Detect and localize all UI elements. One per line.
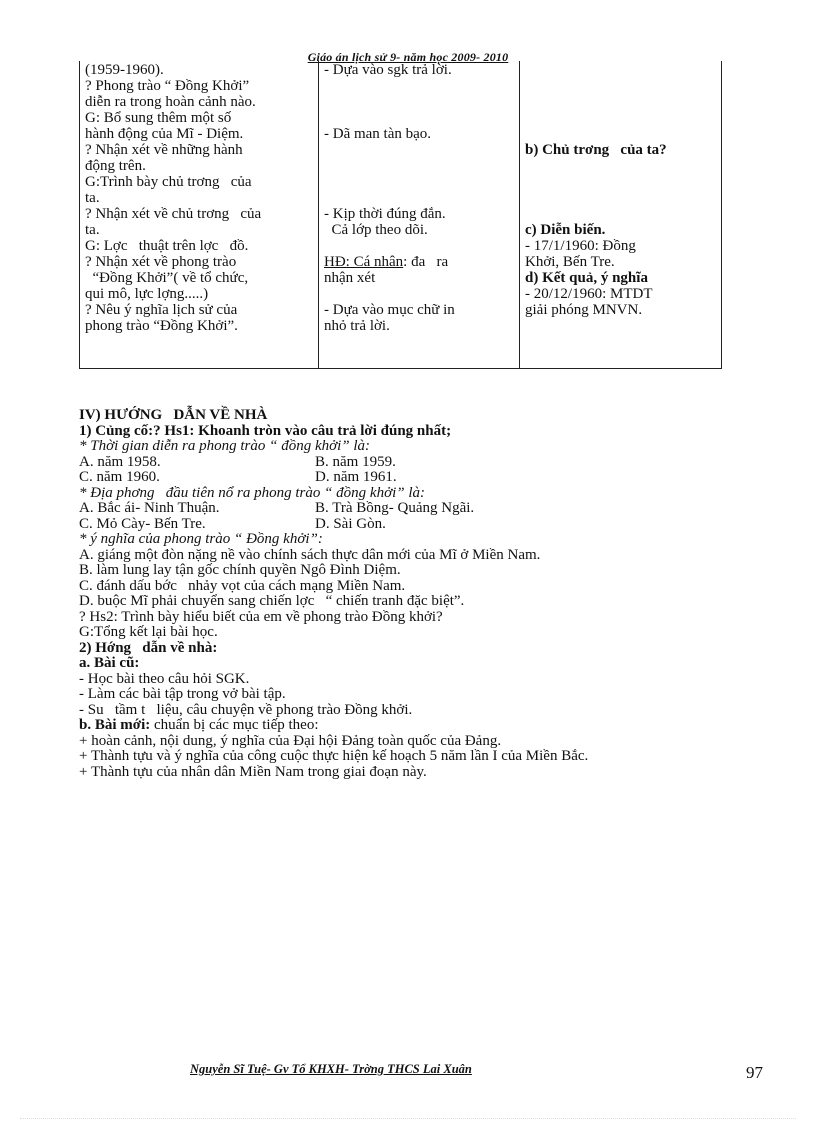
- homework-section: [79, 408, 759, 780]
- section-d-heading: d) Kết quả, ý nghĩa: [525, 270, 648, 286]
- col1-line: qui mô, lực lợng.....): [85, 286, 209, 302]
- col2-line: [324, 254, 514, 270]
- answer-option: D. Sài Gòn.: [315, 515, 386, 532]
- answer-row: [79, 455, 759, 471]
- answer-option: C. đánh dấu bớc nhảy vọt của cách mạng Miền Nam.: [79, 577, 406, 594]
- col1-line: (1959-1960).: [85, 62, 164, 78]
- old-lesson-item: - Làm các bài tập trong vở bài tập.: [79, 686, 286, 702]
- homework-heading: 2) Hớng dẫn về nhà:: [79, 639, 218, 656]
- question-2: * Địa phơng đầu tiên nổ ra phong trào “ đồng khởi” là:: [79, 484, 426, 501]
- old-lesson-heading: a. Bài cũ:: [79, 655, 140, 671]
- review-prompt: 1) Củng cố:? Hs1: Khoanh tròn vào câu trả lời đúng nhất;: [79, 422, 452, 439]
- new-lesson-intro: chuẩn bị các mục tiếp theo:: [150, 717, 319, 733]
- answer-option: C. năm 1960.: [79, 469, 160, 485]
- answer-option: C. Mỏ Cày- Bến Tre.: [79, 515, 206, 532]
- old-lesson-item: - Su tầm t liệu, câu chuyện về phong trào Đồng khởi.: [79, 701, 413, 718]
- answer-option: A. Bắc ái- Ninh Thuận.: [79, 500, 220, 516]
- col1-line: “Đồng Khởi”( về tổ chức,: [85, 270, 249, 286]
- col2-line: - Kịp thời đúng đắn.: [324, 206, 446, 222]
- lesson-table: [79, 61, 722, 369]
- footer-author: Nguyễn Sĩ Tuệ- Gv Tổ KHXH- Trờng THCS Lai Xuân: [190, 1062, 472, 1076]
- col1-line: ? Nhận xét về những hành: [85, 142, 243, 158]
- old-lesson-item: - Học bài theo câu hỏi SGK.: [79, 670, 250, 687]
- student-activity-column: [319, 61, 520, 369]
- col1-line: ? Nêu ý nghĩa lịch sử của: [85, 302, 238, 318]
- new-lesson-heading: b. Bài mới:: [79, 717, 151, 733]
- summary-line: G:Tổng kết lại bài học.: [79, 624, 218, 640]
- col3-line: Khởi, Bến Tre.: [525, 254, 615, 270]
- answer-option: D. năm 1961.: [315, 469, 397, 485]
- new-lesson-item: + Thành tựu của nhân dân Miền Nam trong giai đoạn này.: [79, 763, 427, 780]
- page-header: Giáo án lịch sử 9- năm học 2009- 2010: [307, 50, 509, 64]
- answer-row: [79, 501, 759, 517]
- col1-line: phong trào “Đồng Khởi”.: [85, 318, 238, 334]
- col1-line: G: Bổ sung thêm một số: [85, 110, 232, 126]
- answer-option: B. Trà Bồng- Quảng Ngãi.: [315, 500, 475, 516]
- col2-line: - Dựa vào mục chữ in: [324, 302, 455, 318]
- col3-line: - 20/12/1960: MTDT: [525, 286, 653, 302]
- col2-line: nhận xét: [324, 270, 376, 286]
- answer-option: A. năm 1958.: [79, 453, 161, 470]
- col1-line: hành động của Mĩ - Diệm.: [85, 126, 244, 142]
- question-1: * Thời gian diễn ra phong trào “ đồng khởi” là:: [79, 438, 371, 454]
- col1-line: ta.: [85, 222, 100, 238]
- answer-row: [79, 517, 759, 533]
- student-2-question: ? Hs2: Trình bày hiểu biết của em về phong trào Đồng khởi?: [79, 608, 443, 625]
- col2-line: - Dựa vào sgk trả lời.: [324, 62, 452, 78]
- content-column: [520, 61, 722, 369]
- col1-line: G:Trình bày chủ trơng của: [85, 174, 252, 190]
- col1-line: ? Nhận xét về chủ trơng của: [85, 206, 262, 222]
- activity-type-label: HĐ: Cá nhân: [324, 254, 404, 270]
- col1-line: G: Lợc thuật trên lợc đồ.: [85, 238, 249, 254]
- section-b-heading: b) Chủ trơng của ta?: [525, 142, 667, 158]
- answer-option: A. giáng một đòn nặng nề vào chính sách thực dân mới của Mĩ ở Miền Nam.: [79, 546, 541, 563]
- col1-line: diễn ra trong hoàn cảnh nào.: [85, 94, 256, 110]
- col2-line: Cả lớp theo dõi.: [324, 222, 428, 238]
- col1-line: động trên.: [85, 158, 146, 174]
- col1-line: ? Nhận xét về phong trào: [85, 254, 237, 270]
- new-lesson-item: + Thành tựu và ý nghĩa của công cuộc thực hiện kế hoạch 5 năm lần I của Miền Bắc.: [79, 748, 589, 764]
- answer-option: D. buộc Mĩ phải chuyển sang chiến lợc “ chiến tranh đặc biệt”.: [79, 593, 465, 609]
- section-title: IV) HƯỚNG DẪN VỀ NHÀ: [79, 407, 268, 423]
- page-number: 97: [746, 1063, 763, 1082]
- teacher-activity-column: [80, 61, 319, 369]
- answer-option: B. làm lung lay tận gốc chính quyền Ngô Đình Diệm.: [79, 562, 401, 578]
- col2-line: - Dã man tàn bạo.: [324, 126, 432, 142]
- section-c-heading: c) Diễn biến.: [525, 222, 606, 238]
- answer-row: [79, 470, 759, 486]
- col1-line: ta.: [85, 190, 100, 206]
- col2-line: nhỏ trả lời.: [324, 318, 390, 334]
- activity-type-rest: : đa ra: [403, 254, 449, 270]
- col3-line: - 17/1/1960: Đồng: [525, 238, 636, 254]
- col3-line: giải phóng MNVN.: [525, 302, 643, 318]
- new-lesson-item: + hoàn cảnh, nội dung, ý nghĩa của Đại hội Đảng toàn quốc của Đảng.: [79, 732, 502, 749]
- question-3: * ý nghĩa của phong trào “ Đồng khởi”:: [79, 531, 323, 547]
- answer-option: B. năm 1959.: [315, 453, 396, 470]
- col1-line: ? Phong trào “ Đồng Khởi”: [85, 78, 250, 94]
- new-lesson-line: [79, 718, 759, 734]
- page-edge-rule: [20, 1118, 796, 1119]
